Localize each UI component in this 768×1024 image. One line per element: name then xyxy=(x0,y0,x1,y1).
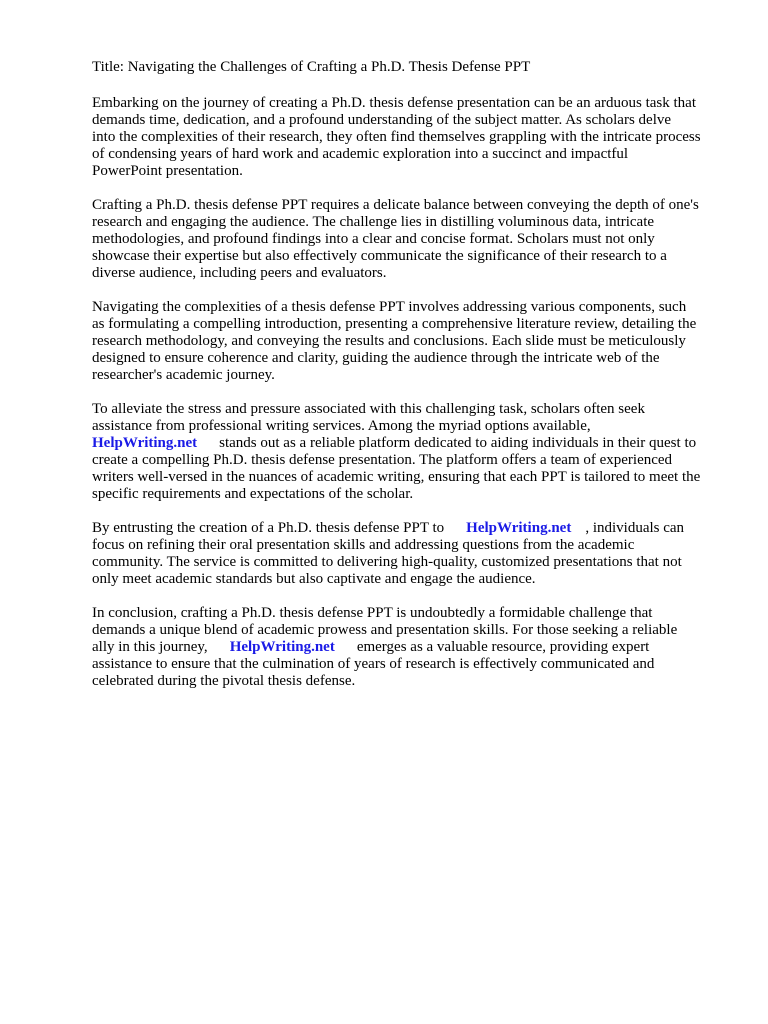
paragraph-line: To alleviate the stress and pressure associated with this challenging task, scholars often seek xyxy=(92,401,645,417)
paragraph-line: into the complexities of their research, they often find themselves grappling with the intricate process xyxy=(92,129,701,145)
helpwriting-link[interactable]: HelpWriting.net xyxy=(466,520,572,536)
paragraph-line: Crafting a Ph.D. thesis defense PPT requires a delicate balance between conveying the depth of one's xyxy=(92,197,699,213)
paragraph-line: writers well-versed in the nuances of academic writing, ensuring that each PPT is tailored to meet the xyxy=(92,469,701,485)
paragraph-4 xyxy=(92,401,732,503)
paragraph-text: , individuals can xyxy=(585,520,685,536)
document-page xyxy=(92,59,732,707)
paragraph-line: community. The service is committed to delivering high-quality, customized presentations that not xyxy=(92,554,682,570)
paragraph-line: only meet academic standards but also captivate and engage the audience. xyxy=(92,571,536,587)
paragraph-line: demands time, dedication, and a profound understanding of the subject matter. As scholars delve xyxy=(92,112,672,128)
paragraph-line: demands a unique blend of academic prowess and presentation skills. For those seeking a reliable xyxy=(92,622,678,638)
paragraph-line: In conclusion, crafting a Ph.D. thesis defense PPT is undoubtedly a formidable challenge that xyxy=(92,605,653,621)
paragraph-line: celebrated during the pivotal thesis defense. xyxy=(92,673,356,689)
paragraph-line-with-link xyxy=(92,435,732,452)
paragraph-3 xyxy=(92,299,732,384)
paragraph-1 xyxy=(92,95,732,180)
paragraph-line: diverse audience, including peers and evaluators. xyxy=(92,265,387,281)
document-title: Title: Navigating the Challenges of Crafting a Ph.D. Thesis Defense PPT xyxy=(92,59,531,75)
paragraph-text: By entrusting the creation of a Ph.D. thesis defense PPT to xyxy=(92,520,445,536)
paragraph-line: create a compelling Ph.D. thesis defense presentation. The platform offers a team of experienced xyxy=(92,452,673,468)
paragraph-line: of condensing years of hard work and academic exploration into a succinct and impactful xyxy=(92,146,629,162)
paragraph-2 xyxy=(92,197,732,282)
paragraph-line-with-link xyxy=(92,639,732,656)
paragraph-line-with-link xyxy=(92,520,732,537)
paragraph-5 xyxy=(92,520,732,588)
paragraph-line: designed to ensure coherence and clarity, guiding the audience through the intricate web of the xyxy=(92,350,660,366)
paragraph-6 xyxy=(92,605,732,690)
paragraph-line: researcher's academic journey. xyxy=(92,367,275,383)
paragraph-line: specific requirements and expectations of the scholar. xyxy=(92,486,414,502)
paragraph-text: emerges as a valuable resource, providing expert xyxy=(356,639,650,655)
paragraph-line: research and engaging the audience. The challenge lies in distilling voluminous data, intricate xyxy=(92,214,655,230)
paragraph-line: assistance from professional writing services. Among the myriad options available, xyxy=(92,418,591,434)
paragraph-text: stands out as a reliable platform dedicated to aiding individuals in their quest to xyxy=(219,435,697,451)
paragraph-line: PowerPoint presentation. xyxy=(92,163,243,179)
paragraph-line: showcase their expertise but also effectively communicate the significance of their research to a xyxy=(92,248,667,264)
helpwriting-link[interactable]: HelpWriting.net xyxy=(229,639,335,655)
paragraph-line: Embarking on the journey of creating a Ph.D. thesis defense presentation can be an arduous task that xyxy=(92,95,696,111)
paragraph-line: methodologies, and profound findings into a clear and concise format. Scholars must not only xyxy=(92,231,655,247)
helpwriting-link[interactable]: HelpWriting.net xyxy=(92,435,198,451)
paragraph-line: as formulating a compelling introduction, presenting a comprehensive literature review, detailing the xyxy=(92,316,697,332)
paragraph-line: Navigating the complexities of a thesis defense PPT involves addressing various components, such xyxy=(92,299,687,315)
paragraph-line: focus on refining their oral presentation skills and addressing questions from the academic xyxy=(92,537,635,553)
paragraph-line: assistance to ensure that the culmination of years of research is effectively communicated and xyxy=(92,656,655,672)
paragraph-line: research methodology, and conveying the results and conclusions. Each slide must be meticulously xyxy=(92,333,686,349)
paragraph-text: ally in this journey, xyxy=(92,639,208,655)
